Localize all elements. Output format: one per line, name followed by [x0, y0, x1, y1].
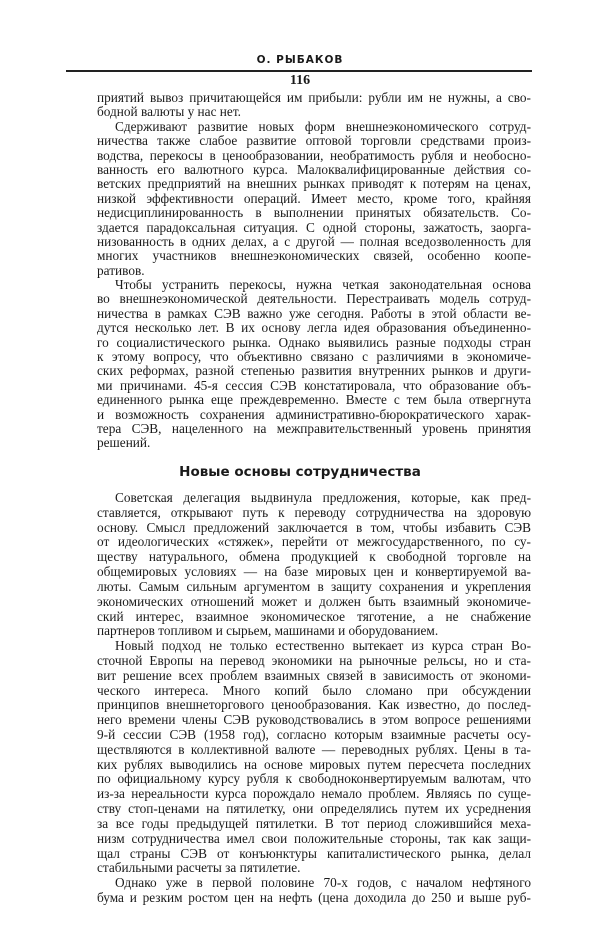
text-line: от идеологических «стяжек», перейти от межгосударственного, по су- [97, 534, 531, 550]
paragraph [97, 120, 531, 278]
text-line: ничества также слабое развитие оптовой торговли средствами произ- [97, 133, 531, 149]
text-line: ческого интереса. Много копий было сломано при обсуждении [97, 682, 531, 698]
paragraph [97, 639, 531, 876]
text-line: тера СЭВ, нацеленного на межправительственный уровень принятия [97, 420, 531, 436]
text-line: ский интерес, взаимное экономическое тяготение, а не снабжение [97, 608, 531, 624]
text-line: основу. Смысл предложений заключается в том, чтобы избавить СЭВ [97, 519, 531, 535]
text-line: него времени члены СЭВ руководствовались в этом вопросе решениями [97, 712, 531, 728]
text-line: ществу натурального, обмена продукцией к свободной торговле на [97, 549, 531, 565]
page-number: 116 [289, 73, 311, 88]
text-line: и возможность сохранения административно-бюрократического харак- [97, 406, 531, 422]
text-line: общемировых условиях — на базе мировых цен и конвертируемой ва- [97, 564, 531, 580]
text-line: к этому вопросу, что объективно связано с различиями в экономиче- [97, 349, 531, 365]
paragraph [97, 876, 531, 906]
text-line: приятий вывоз причитающейся им прибыли: рубли им не нужны, а сво- [97, 90, 531, 105]
text-line: ских реформах, разной степенью развития внутренних рынков и други- [97, 363, 531, 379]
text-line: ставляется, открывают путь к переводу сотрудничества на здоровую [97, 504, 531, 520]
text-line: многих участников внешнеэкономических связей, особенно коопе- [97, 248, 531, 264]
text-line: Чтобы устранить перекосы, нужна четкая законодательная основа [115, 277, 531, 293]
text-line: щал страны СЭВ от конъюнктуры капиталистического рынка, делал [97, 845, 531, 861]
text-line: экономических отношений может и должен быть взаимный экономиче- [97, 593, 531, 609]
text-line: вит решение всех проблем взаимных связей в зависимость от экономи- [97, 667, 531, 683]
text-line: единенного рынка еще преждевременно. Вместе с тем была отвергнута [97, 392, 531, 408]
text-line: недисциплинированность в выполнении принятых обязательств. Со- [97, 205, 531, 221]
text-line: из-за нереальности курса порождало немало проблем. Являясь по суще- [97, 786, 531, 802]
text-line: партнеров топливом и сырьем, машинами и оборудованием. [97, 623, 439, 639]
text-line: ких рублях выводились на основе мировых путем пересчета последних [97, 756, 531, 772]
text-line: стабильными расчеты за пятилетие. [97, 860, 301, 876]
text-line: низкой эффективности операций. Имеет место, кроме того, крайняя [97, 190, 531, 206]
text-line: ветских предприятий на внешних рынках приводят к потерям на ценах, [97, 176, 531, 192]
header-rule [66, 70, 532, 72]
text-line: ванность его валютного курса. Малоквалифицированные действия со- [97, 161, 531, 177]
section-heading: Новые основы сотрудничества [179, 464, 421, 480]
text-line: Советская делегация выдвинула предложения, которые, как пред- [115, 490, 531, 505]
text-line: ществляются в коллективной валюте — переводных рублях. Цены в та- [97, 741, 531, 757]
paragraph [97, 91, 531, 120]
text-line: ничества в рамках СЭВ важно уже сегодня. Работы в этой области ве- [97, 305, 531, 321]
body-text-bottom [97, 491, 531, 906]
text-line: низованность в одних делах, а с другой — полная вседозволенность для [97, 233, 531, 249]
paragraph [97, 278, 531, 451]
text-line: Новый подход не только естественно вытекает из курса стран Во- [115, 638, 531, 654]
paragraph [97, 491, 531, 639]
running-head: О. РЫБАКОВ [256, 54, 344, 66]
text-line: 9-й сессии СЭВ (1958 год), согласно которым взаимные расчеты осу- [97, 727, 531, 742]
text-line: ративов. [97, 262, 145, 278]
text-line: решений. [97, 435, 151, 451]
text-line: люты. Самым сильным аргументом в защиту сохранения и укрепления [97, 578, 531, 594]
text-line: Однако уже в первой половине 70-х годов, с началом нефтяного [115, 875, 531, 891]
text-line: за все годы предыдущей пятилетки. В тот период сложившийся меха- [97, 815, 531, 831]
text-line: сточной Европы на перевод экономики на рыночные рельсы, но и ста- [97, 652, 531, 668]
text-line: го социалистического рынка. Однако выявились разные подходы стран [97, 334, 531, 350]
text-line: по официальному курсу рубля к свободноконвертируемым валютам, что [97, 771, 531, 787]
text-line: Сдерживают развитие новых форм внешнеэкономического сотруд- [115, 118, 531, 134]
text-line: водства, перекосы в ценообразовании, необратимость рубля и необосно- [97, 147, 531, 163]
text-line: бодной валюты у нас нет. [97, 104, 241, 120]
text-line: ству стоп-ценами на пятилетку, они определялись путем их усреднения [97, 801, 531, 817]
text-line: принципов внешнеторгового ценообразования. Как известно, до послед- [97, 697, 531, 713]
text-line: во внешнеэкономической деятельности. Перестраивать модель сотруд- [97, 291, 531, 307]
text-line: бума и резким ростом цен на нефть (цена доходила до 250 и выше руб- [97, 889, 531, 905]
body-text-top [97, 91, 531, 451]
text-line: дутся несколько лет. В их основу легла идея образования объединенно- [97, 320, 531, 336]
text-line: ми причинами. 45-я сессия СЭВ констатировала, что образование объ- [97, 377, 531, 393]
text-line: низм сотрудничества имел свои положительные стороны, так как защи- [97, 830, 531, 846]
text-line: здается парадоксальная ситуация. С одной стороны, зажатость, заорга- [97, 219, 531, 235]
